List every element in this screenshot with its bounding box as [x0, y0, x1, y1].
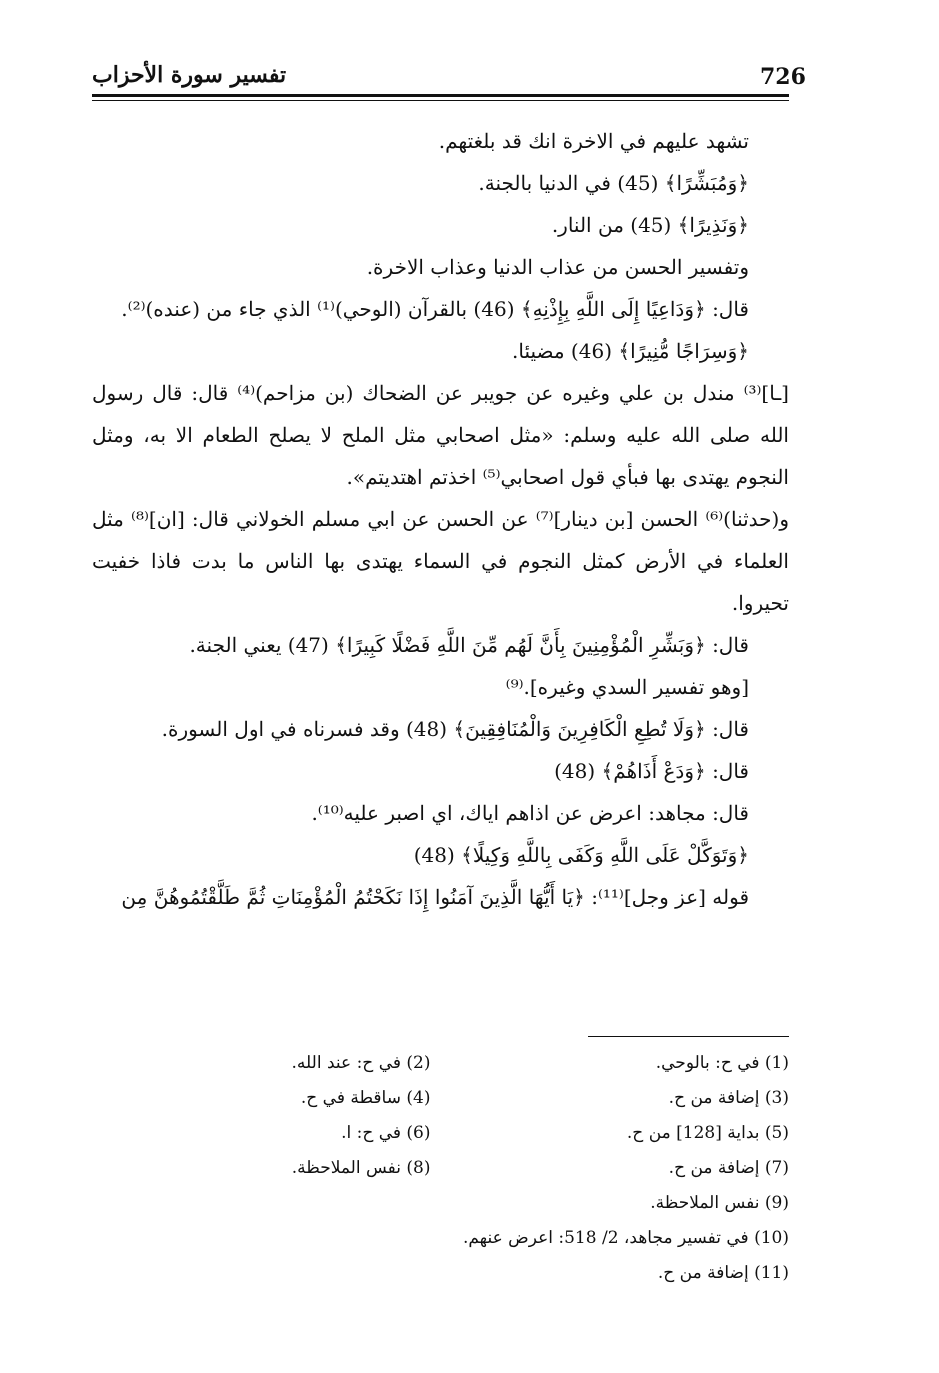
footnote: (1) في ح: بالوحي. — [655, 1053, 789, 1073]
footnote: (2) في ح: عند الله. — [291, 1053, 431, 1073]
header-rule-thick — [92, 94, 789, 97]
footnote: (5) بداية [128] من ح. — [626, 1123, 789, 1143]
footnote: (10) في تفسير مجاهد، 2/ 518: اعرض عنهم. — [462, 1228, 789, 1248]
paragraph: قال: مجاهد: اعرض عن اذاهم اياك، اي اصبر عليه⁽¹⁰⁾. — [311, 801, 749, 825]
paragraph: قوله [عز وجل]⁽¹¹⁾: ﴿يَا أَيُّهَا الَّذِينَ آمَنُوا إِذَا نَكَحْتُمُ الْمُؤْمِنَاتِ ثُمَّ طَلَّقْتُمُوهُنَّ مِن — [121, 885, 749, 909]
paragraph: ﴿وَنَذِيرًا﴾ (45) من النار. — [551, 213, 749, 237]
paragraph: قال: ﴿وَبَشِّرِ الْمُؤْمِنِينَ بِأَنَّ لَهُم مِّنَ اللَّهِ فَضْلًا كَبِيرًا﴾ (47) يعني الجنة. — [189, 633, 749, 657]
paragraph: ﴿وَمُبَشِّرًا﴾ (45) في الدنيا بالجنة. — [478, 171, 749, 195]
paragraph: [ـا]⁽³⁾ مندل بن علي وغيره عن جويبر عن الضحاك (بن مزاحم)⁽⁴⁾ قال: قال رسول الله صلى الله عليه وسلم: «مثل اصحابي مثل الملح لا يصلح الطعام الا به، ومثل النجوم يهتدى بها فبأي قول اصحابي⁽⁵⁾ اخذتم اهتديتم». — [92, 381, 789, 489]
footnote-separator — [588, 1036, 789, 1037]
footnotes — [92, 1046, 789, 1291]
paragraph: و(حدثنا)⁽⁶⁾ الحسن [بن دينار]⁽⁷⁾ عن الحسن عن ابي مسلم الخولاني قال: [ان]⁽⁸⁾ مثل العلماء في الأرض كمثل النجوم في السماء يهتدى بها الناس ما بدت فاذا خفيت تحيروا. — [92, 507, 789, 615]
footnote: (7) إضافة من ح. — [668, 1158, 789, 1178]
paragraph: وتفسير الحسن من عذاب الدنيا وعذاب الاخرة. — [366, 255, 749, 279]
paragraph: ﴿وَتَوَكَّلْ عَلَى اللَّهِ وَكَفَى بِاللَّهِ وَكِيلًا﴾ (48) — [413, 843, 749, 867]
footnote: (3) إضافة من ح. — [668, 1088, 789, 1108]
paragraph: تشهد عليهم في الاخرة انك قد بلغتهم. — [438, 129, 749, 153]
footnote: (6) في ح: ا. — [341, 1123, 431, 1143]
footnote: (4) ساقطة في ح. — [300, 1088, 431, 1108]
paragraph: [وهو تفسير السدي وغيره].⁽⁹⁾ — [505, 675, 749, 699]
running-title: تفسير سورة الأحزاب — [92, 62, 287, 88]
paragraph: قال: ﴿وَدَعْ أَذَاهُمْ﴾ (48) — [554, 759, 749, 783]
footnote: (11) إضافة من ح. — [657, 1263, 789, 1283]
page-number: 726 — [760, 64, 806, 90]
paragraph: قال: ﴿وَلَا تُطِعِ الْكَافِرِينَ وَالْمُنَافِقِينَ﴾ (48) وقد فسرناه في اول السورة. — [161, 717, 749, 741]
page-header — [92, 58, 806, 98]
footnote: (9) نفس الملاحظة. — [650, 1193, 789, 1213]
footnote-grid — [92, 1046, 789, 1186]
paragraph: قال: ﴿وَدَاعِيًا إِلَى اللَّهِ بِإِذْنِهِ﴾ (46) بالقرآن (الوحي)⁽¹⁾ الذي جاء من (عنده)⁽²⁾. — [121, 297, 749, 321]
header-rule-thin — [92, 100, 789, 101]
footnote: (8) نفس الملاحظة. — [291, 1158, 431, 1178]
paragraph: ﴿وَسِرَاجًا مُّنِيرًا﴾ (46) مضيئا. — [512, 339, 749, 363]
main-text — [92, 120, 789, 918]
